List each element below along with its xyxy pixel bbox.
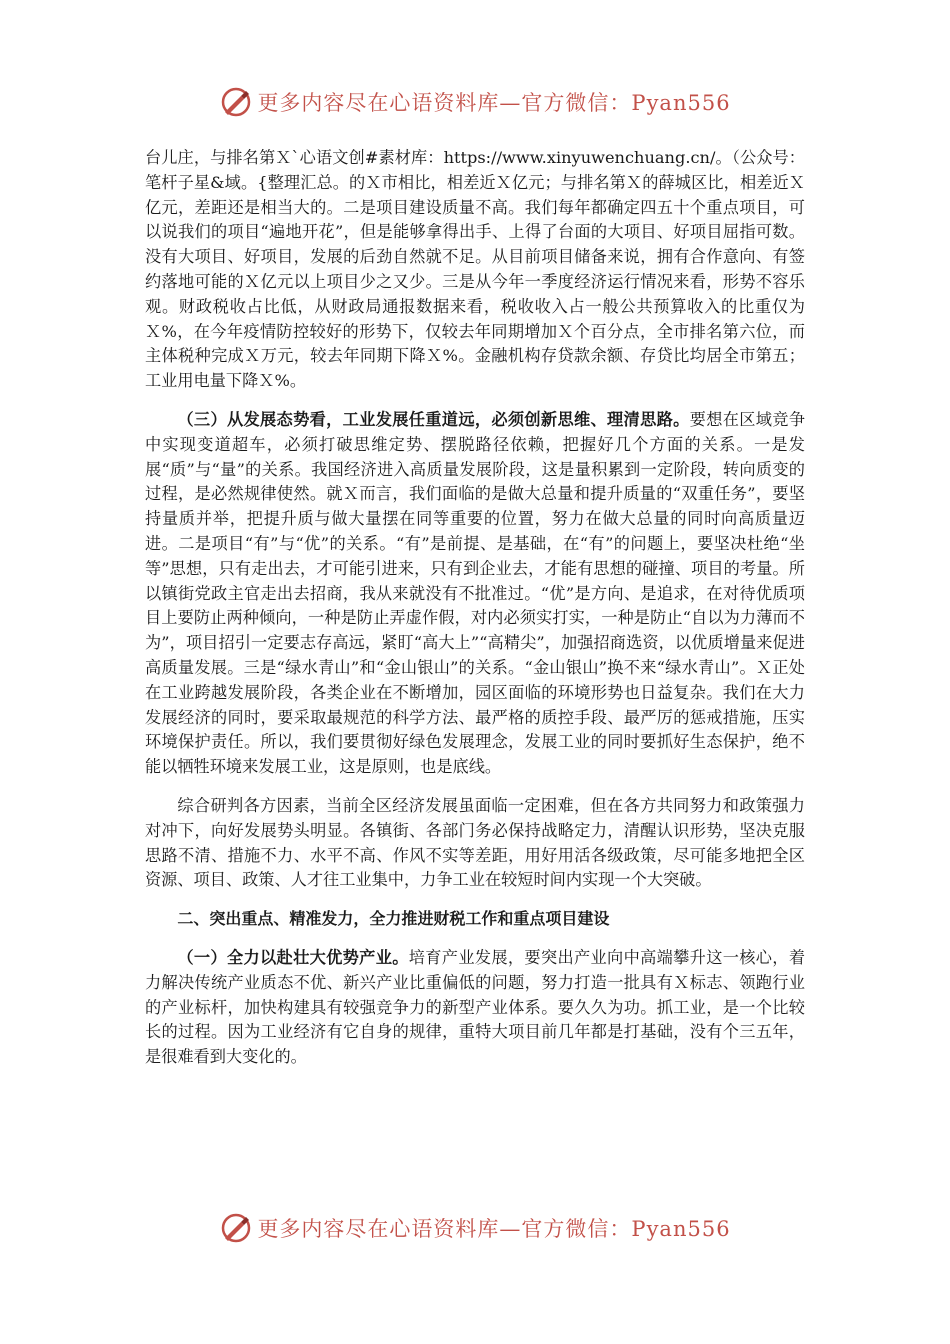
- paragraph-3: [145, 794, 805, 893]
- paragraph-text: 综合研判各方因素，当前全区经济发展虽面临一定困难，但在各方共同努力和政策强力对冲下，向好发展势头明显。各镇街、各部门务必保持战略定力，清醒认识形势，坚决克服思路不清、措施不力、水平不高、作风不实等差距，用好用活各级政策，尽可能多地把全区资源、项目、政策、人才往工业集中，力争工业在较短时间内实现一个大突破。: [145, 795, 805, 890]
- section-lead: （三）从发展态势看，工业发展任重道远，必须创新思维、理清思路。: [177, 409, 690, 429]
- section-heading: [145, 907, 805, 932]
- banner-text: 更多内容尽在心语资料库—官方微信：Pyan556: [257, 91, 731, 115]
- paragraph-2: [145, 408, 805, 780]
- paragraph-4: [145, 946, 805, 1070]
- header-banner: [0, 82, 950, 122]
- pen-brush-logo-icon: [219, 85, 253, 119]
- document-body: [145, 146, 805, 1070]
- paragraph-1: [145, 146, 805, 394]
- paragraph-text: 台儿庄，与排名第Ｘ`心语文创#素材库：https://www.xinyuwenchuang.cn/。（公众号：笔杆子星&域。{整理汇总。的Ｘ市相比，相差近Ｘ亿元；与排名第Ｘ的薛城区比，相差近Ｘ亿元，差距还是相当大的。二是项目建设质量不高。我们每年都确定四五十个重点项目，可以说我们的项目“遍地开花”，但是能够拿得出手、上得了台面的大项目、好项目屈指可数。没有大项目、好项目，发展的后劲自然就不足。从目前项目储备来说，拥有合作意向、有签约落地可能的Ｘ亿元以上项目少之又少。三是从今年一季度经济运行情况来看，形势不容乐观。财政税收占比低，从财政局通报数据来看，税收收入占一般公共预算收入的比重仅为Ｘ%，在今年疫情防控较好的形势下，仅较去年同期增加Ｘ个百分点，全市排名第六位，而主体税种完成Ｘ万元，较去年同期下降Ｘ%。金融机构存贷款余额、存贷比均居全市第五；工业用电量下降Ｘ%。: [145, 148, 805, 391]
- pen-brush-logo-icon: [219, 1211, 253, 1245]
- paragraph-text: 培育产业发展，要突出产业向中高端攀升这一核心，着力解决传统产业质态不优、新兴产业比重偏低的问题，努力打造一批具有Ｘ标志、领跑行业的产业标杆，加快构建具有较强竞争力的新型产业体系。要久久为功。抓工业，是一个比较长的过程。因为工业经济有它自身的规律，重特大项目前几年都是打基础，没有个三五年，是很难看到大变化的。: [145, 947, 806, 1067]
- paragraph-text: 要想在区域竞争中实现变道超车，必须打破思维定势、摆脱路径依赖，把握好几个方面的关系。一是发展“质”与“量”的关系。我国经济进入高质量发展阶段，这是量积累到一定阶段，转向质变的过程，是必然规律使然。就Ｘ而言，我们面临的是做大总量和提升质量的“双重任务”，要坚持量质并举，把提升质与做大量摆在同等重要的位置，努力在做大总量的同时向高质量迈进。二是项目“有”与“优”的关系。“有”是前提、是基础，在“有”的问题上，要坚决杜绝“坐等”思想，只有走出去，才可能引进来，只有到企业去，才能有思想的碰撞、项目的考量。所以镇街党政主官走出去招商，我从来就没有不批准过。“优”是方向、是追求，在对待优质项目上要防止两种倾向，一种是防止弄虚作假，对内必须实打实，一种是防止“自以为力薄而不为”，项目招引一定要志存高远，紧盯“高大上”“高精尖”，加强招商选资，以优质增量来促进高质量发展。三是“绿水青山”和“金山银山”的关系。“金山银山”换不来“绿水青山”。Ｘ正处在工业跨越发展阶段，各类企业在不断增加，园区面临的环境形势也日益复杂。我们在大力发展经济的同时，要采取最规范的科学方法、最严格的质控手段、最严厉的惩戒措施，压实环境保护责任。所以，我们要贯彻好绿色发展理念，发展工业的同时要抓好生态保护，绝不能以牺牲环境来发展工业，这是原则，也是底线。: [145, 409, 806, 777]
- heading-text: 二、突出重点、精准发力，全力推进财税工作和重点项目建设: [177, 909, 610, 929]
- banner-text: 更多内容尽在心语资料库—官方微信：Pyan556: [257, 1217, 731, 1241]
- footer-banner: [0, 1208, 950, 1248]
- section-lead: （一）全力以赴壮大优势产业。: [177, 947, 409, 967]
